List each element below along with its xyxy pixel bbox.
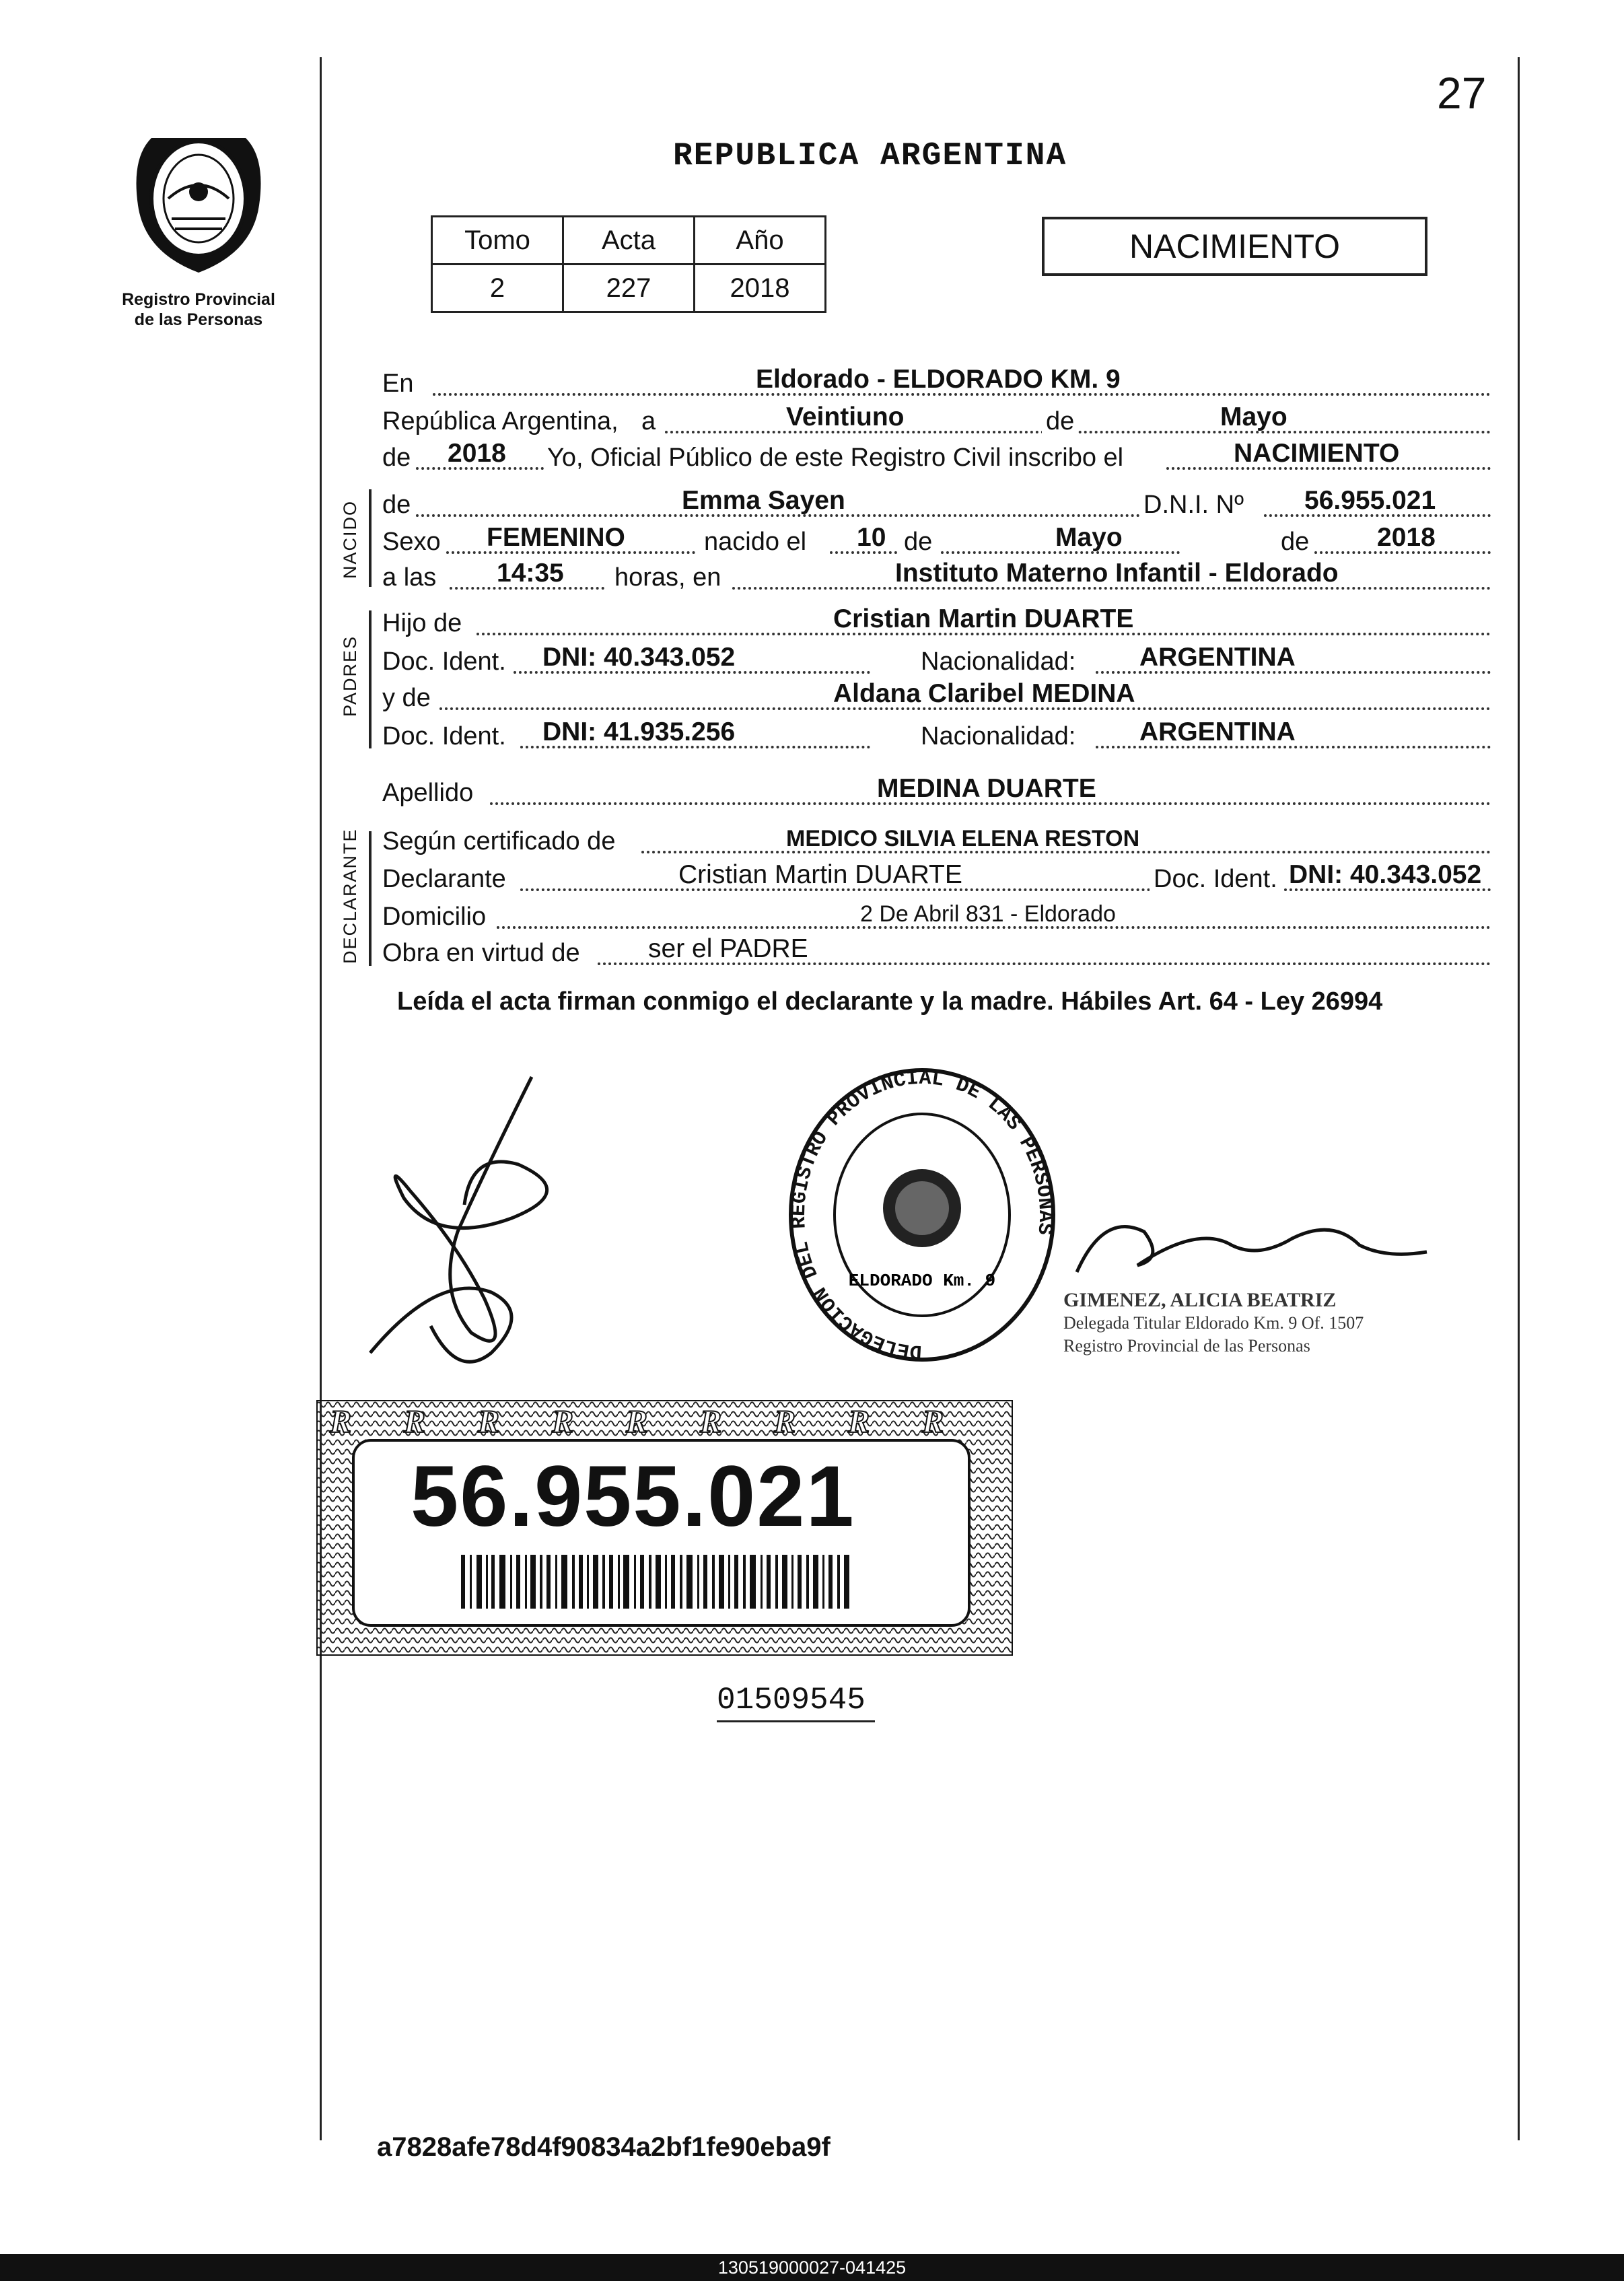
value-lugar-nac: Instituto Materno Infantil - Eldorado xyxy=(895,559,1339,588)
row-sexo xyxy=(382,523,1491,559)
control-number xyxy=(717,1683,875,1722)
value-apellido: MEDINA DUARTE xyxy=(877,774,1096,803)
value-dia-nac: 10 xyxy=(857,523,886,552)
tomo-acta-anio-table xyxy=(431,215,826,313)
control-underline xyxy=(717,1720,875,1722)
label-a: a xyxy=(641,407,656,435)
declarant-signature xyxy=(357,1070,599,1390)
registry-name xyxy=(111,289,286,330)
value-mes: Mayo xyxy=(1220,402,1287,431)
officer-org: Registro Provincial de las Personas xyxy=(1063,1336,1310,1356)
row-padre-doc xyxy=(382,643,1491,679)
value-hora: 14:35 xyxy=(497,559,564,588)
dni-stamp-number: 56.955.021 xyxy=(411,1448,855,1545)
signature-icon xyxy=(1063,1205,1440,1286)
value-padre-doc: DNI: 40.343.052 xyxy=(542,643,736,672)
label-nacionalidad-2: Nacionalidad: xyxy=(921,722,1076,750)
registry-line1: Registro Provincial xyxy=(122,290,275,309)
svg-text:R: R xyxy=(552,1404,574,1440)
section-bracket xyxy=(369,489,372,587)
value-mes-nac: Mayo xyxy=(1055,523,1123,552)
label-doc-ident-1: Doc. Ident. xyxy=(382,647,506,676)
section-bracket xyxy=(369,831,372,966)
value-anio: 2018 xyxy=(695,265,826,312)
row-padre xyxy=(382,604,1491,641)
side-label-nacido: NACIDO xyxy=(340,499,360,579)
value-dni: 56.955.021 xyxy=(1304,486,1436,515)
row-declarante xyxy=(382,860,1491,897)
label-de-anio: de xyxy=(1281,528,1310,556)
svg-text:R: R xyxy=(922,1404,944,1440)
label-de2: de xyxy=(382,444,411,472)
svg-text:R: R xyxy=(478,1404,500,1440)
right-margin-line xyxy=(1518,57,1520,2140)
label-nacionalidad-1: Nacionalidad: xyxy=(921,647,1076,676)
label-declarante: Declarante xyxy=(382,865,506,893)
header-acta: Acta xyxy=(563,217,695,265)
label-sexo: Sexo xyxy=(382,528,441,556)
value-lugar: Eldorado - ELDORADO KM. 9 xyxy=(756,365,1121,394)
left-margin-line xyxy=(320,57,322,2140)
row-hora-lugar xyxy=(382,559,1491,595)
label-domicilio: Domicilio xyxy=(382,903,487,931)
document-hash: a7828afe78d4f90834a2bf1fe90eba9f xyxy=(377,2132,831,2162)
value-tomo: 2 xyxy=(432,265,563,312)
value-acta: 227 xyxy=(563,265,695,312)
row-domicilio xyxy=(382,898,1491,934)
official-seal xyxy=(781,1063,1063,1376)
header-anio: Año xyxy=(695,217,826,265)
value-madre-doc: DNI: 41.935.256 xyxy=(542,717,736,746)
side-label-padres: PADRES xyxy=(340,635,360,717)
value-sexo: FEMENINO xyxy=(487,523,625,552)
label-doc-ident-2: Doc. Ident. xyxy=(382,722,506,750)
label-dni: D.N.I. Nº xyxy=(1139,491,1248,520)
registry-line2: de las Personas xyxy=(134,310,263,329)
svg-text:R: R xyxy=(330,1404,352,1440)
label-de: de xyxy=(1042,407,1078,436)
value-obra: ser el PADRE xyxy=(648,934,808,963)
legal-note: Leída el acta firman conmigo el declarante y la madre. Hábiles Art. 64 - Ley 26994 xyxy=(397,987,1383,1016)
row-fecha xyxy=(382,402,1491,439)
value-madre-nac: ARGENTINA xyxy=(1139,717,1296,746)
row-inscripcion xyxy=(382,439,1491,475)
svg-text:R: R xyxy=(848,1404,870,1440)
label-nacido-el: nacido el xyxy=(704,528,807,556)
label-y-de: y de xyxy=(382,684,431,712)
label-hijo-de: Hijo de xyxy=(382,609,462,637)
label-republica: República Argentina, xyxy=(382,407,619,435)
value-madre: Aldana Claribel MEDINA xyxy=(833,679,1135,708)
document-title: REPUBLICA ARGENTINA xyxy=(673,138,1067,174)
seal-inner-text: ELDORADO Km. 9 xyxy=(848,1271,996,1291)
header-tomo: Tomo xyxy=(432,217,563,265)
label-apellido: Apellido xyxy=(382,779,474,807)
value-padre-nac: ARGENTINA xyxy=(1139,643,1296,672)
side-label-declarante: DECLARANTE xyxy=(340,828,360,964)
value-declarante: Cristian Martin DUARTE xyxy=(678,860,962,889)
value-anio: 2018 xyxy=(448,439,506,468)
officer-name: GIMENEZ, ALICIA BEATRIZ xyxy=(1063,1289,1337,1311)
value-domicilio: 2 De Abril 831 - Eldorado xyxy=(860,901,1116,927)
svg-text:R: R xyxy=(700,1404,722,1440)
footer-bar xyxy=(0,2254,1624,2281)
value-anio-nac: 2018 xyxy=(1377,523,1436,552)
row-certificado xyxy=(382,822,1491,859)
label-doc-ident-3: Doc. Ident. xyxy=(1150,865,1281,894)
label-segun: Según certificado de xyxy=(382,827,616,855)
value-tipo: NACIMIENTO xyxy=(1234,439,1400,468)
label-horas-en: horas, en xyxy=(614,563,721,592)
value-declarante-doc: DNI: 40.343.052 xyxy=(1289,860,1482,889)
value-certificado: MEDICO SILVIA ELENA RESTON xyxy=(786,826,1140,851)
label-obra: Obra en virtud de xyxy=(382,939,580,967)
value-dia-letras: Veintiuno xyxy=(786,402,905,431)
row-obra xyxy=(382,934,1491,971)
value-padre: Cristian Martin DUARTE xyxy=(833,604,1134,633)
misiones-emblem-icon xyxy=(111,118,286,279)
page-number: 27 xyxy=(1437,68,1487,118)
signature-icon xyxy=(357,1070,599,1387)
svg-text:R: R xyxy=(626,1404,648,1440)
row-lugar xyxy=(382,365,1491,401)
row-madre xyxy=(382,679,1491,715)
label-en: En xyxy=(382,370,414,398)
seal-ring-text: DELEGACION DEL REGISTRO PROVINCIAL DE LAS PERSONAS xyxy=(787,1067,1057,1363)
registry-logo xyxy=(111,118,286,330)
label-de-mes: de xyxy=(904,528,933,556)
footer-code: 130519000027-041425 xyxy=(717,2257,907,2278)
officer-title: Delegada Titular Eldorado Km. 9 Of. 1507 xyxy=(1063,1313,1364,1333)
svg-text:R: R xyxy=(404,1404,426,1440)
seal-icon xyxy=(781,1063,1063,1373)
row-apellido xyxy=(382,774,1491,810)
officer-signature-block xyxy=(1063,1205,1440,1358)
label-nac-de: de xyxy=(382,491,411,519)
act-type-box: NACIMIENTO xyxy=(1042,217,1427,276)
row-nombre xyxy=(382,486,1491,522)
section-bracket xyxy=(369,610,372,748)
control-number-value: 01509545 xyxy=(717,1683,866,1718)
value-nombre: Emma Sayen xyxy=(682,486,845,515)
svg-text:R: R xyxy=(774,1404,796,1440)
row-madre-doc xyxy=(382,717,1491,754)
label-a-las: a las xyxy=(382,563,437,592)
label-yo: Yo, Oficial Público de este Registro Civil inscribo el xyxy=(547,444,1124,472)
